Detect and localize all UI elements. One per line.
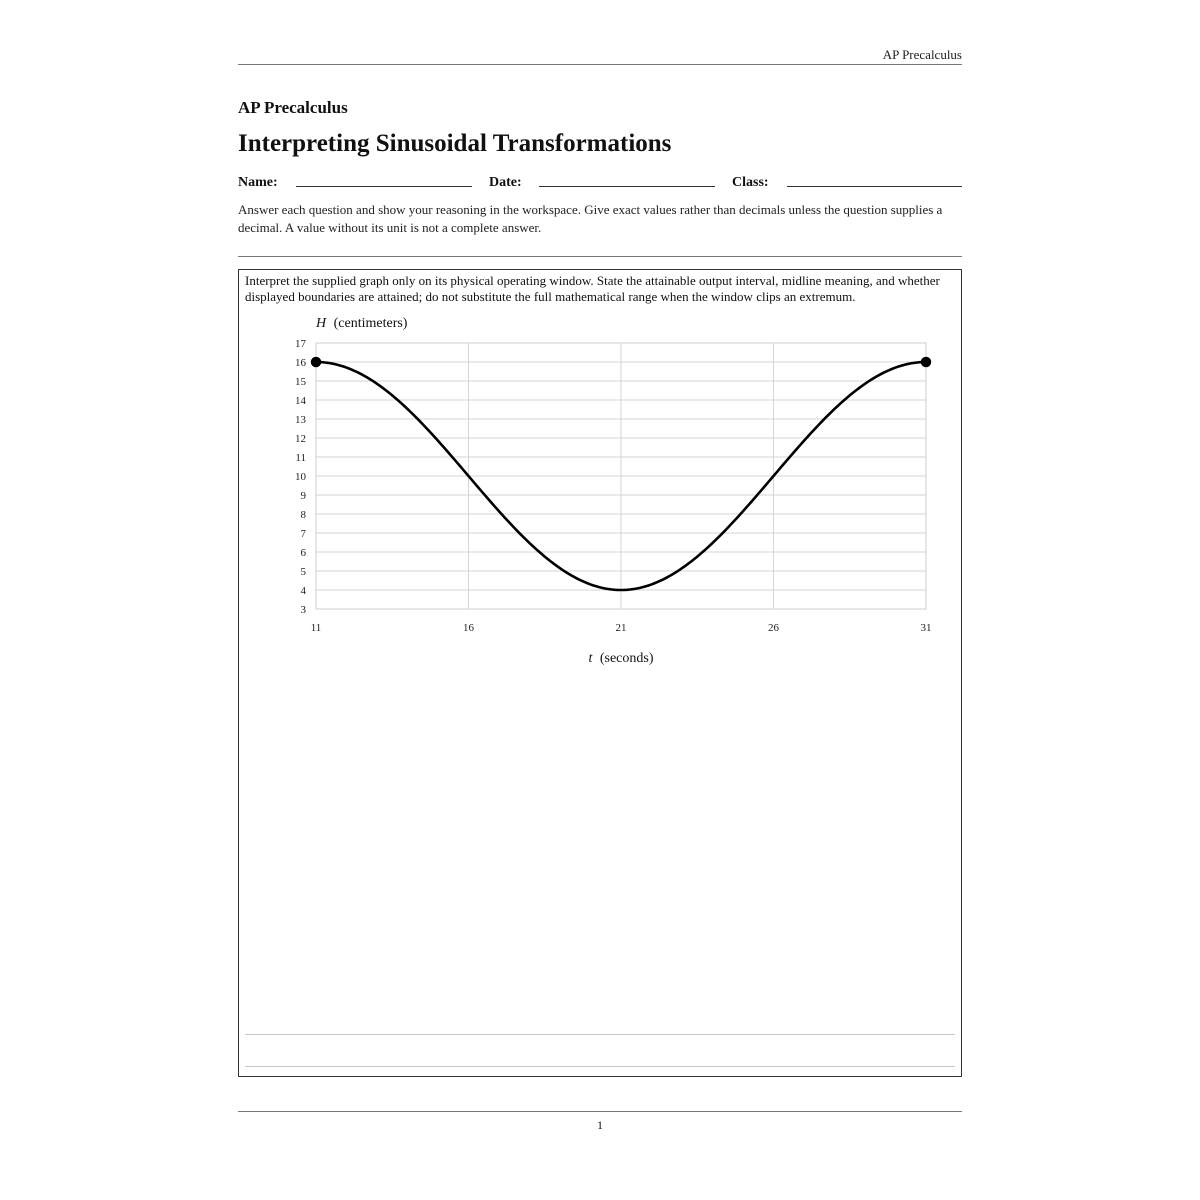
y-tick-label: 8	[300, 509, 306, 521]
y-tick-label: 15	[295, 376, 306, 388]
answer-line-2[interactable]	[245, 1066, 955, 1067]
running-header: AP Precalculus	[882, 47, 962, 62]
footer-rule	[238, 1111, 962, 1112]
y-tick-label: 14	[295, 395, 306, 407]
x-tick-label: 26	[768, 622, 779, 634]
chart-grid	[316, 343, 926, 609]
name-label: Name:	[238, 175, 278, 190]
x-tick-labels	[311, 622, 932, 634]
instructions: Answer each question and show your reasoning in the workspace. Give exact values rather than decimals unless the question supplies a decimal. A value without its unit is not a complete answer.	[238, 202, 943, 235]
x-axis-unit: (seconds)	[599, 651, 654, 666]
y-tick-label: 11	[295, 452, 306, 464]
y-axis-unit: (centimeters)	[333, 316, 408, 331]
y-tick-label: 4	[300, 585, 306, 597]
course-name: AP Precalculus	[238, 98, 348, 117]
y-tick-label: 3	[300, 604, 306, 616]
y-axis-variable: H	[316, 316, 327, 331]
y-tick-labels	[295, 338, 307, 616]
y-tick-label: 16	[295, 357, 306, 369]
x-tick-label: 16	[463, 622, 474, 634]
y-tick-label: 5	[300, 566, 306, 578]
x-tick-label: 31	[920, 622, 932, 634]
question-prompt: Interpret the supplied graph only on its physical operating window. State the attainable output interval, midline meaning, and whether displayed boundaries are attained; do not substitute the full mathematical range when the window clips an extremum.	[245, 273, 940, 304]
x-axis-variable: t	[588, 651, 593, 666]
y-tick-label: 9	[300, 490, 306, 502]
page-number: 1	[597, 1118, 603, 1132]
answer-line-1[interactable]	[245, 1034, 955, 1035]
endpoint-marker	[312, 358, 321, 367]
y-tick-label: 10	[295, 471, 306, 483]
y-tick-label: 6	[300, 547, 306, 559]
y-tick-label: 13	[295, 414, 306, 426]
y-axis-label	[315, 316, 408, 331]
date-label: Date:	[489, 175, 522, 190]
y-tick-label: 12	[295, 433, 306, 445]
x-axis-label	[588, 651, 653, 666]
class-label: Class:	[732, 175, 769, 190]
y-tick-label: 7	[300, 528, 306, 540]
x-tick-label: 21	[615, 622, 627, 634]
endpoint-marker	[922, 358, 931, 367]
x-tick-label: 11	[310, 622, 322, 634]
worksheet-title: Interpreting Sinusoidal Transformations	[238, 130, 672, 157]
y-tick-label: 17	[295, 338, 306, 350]
